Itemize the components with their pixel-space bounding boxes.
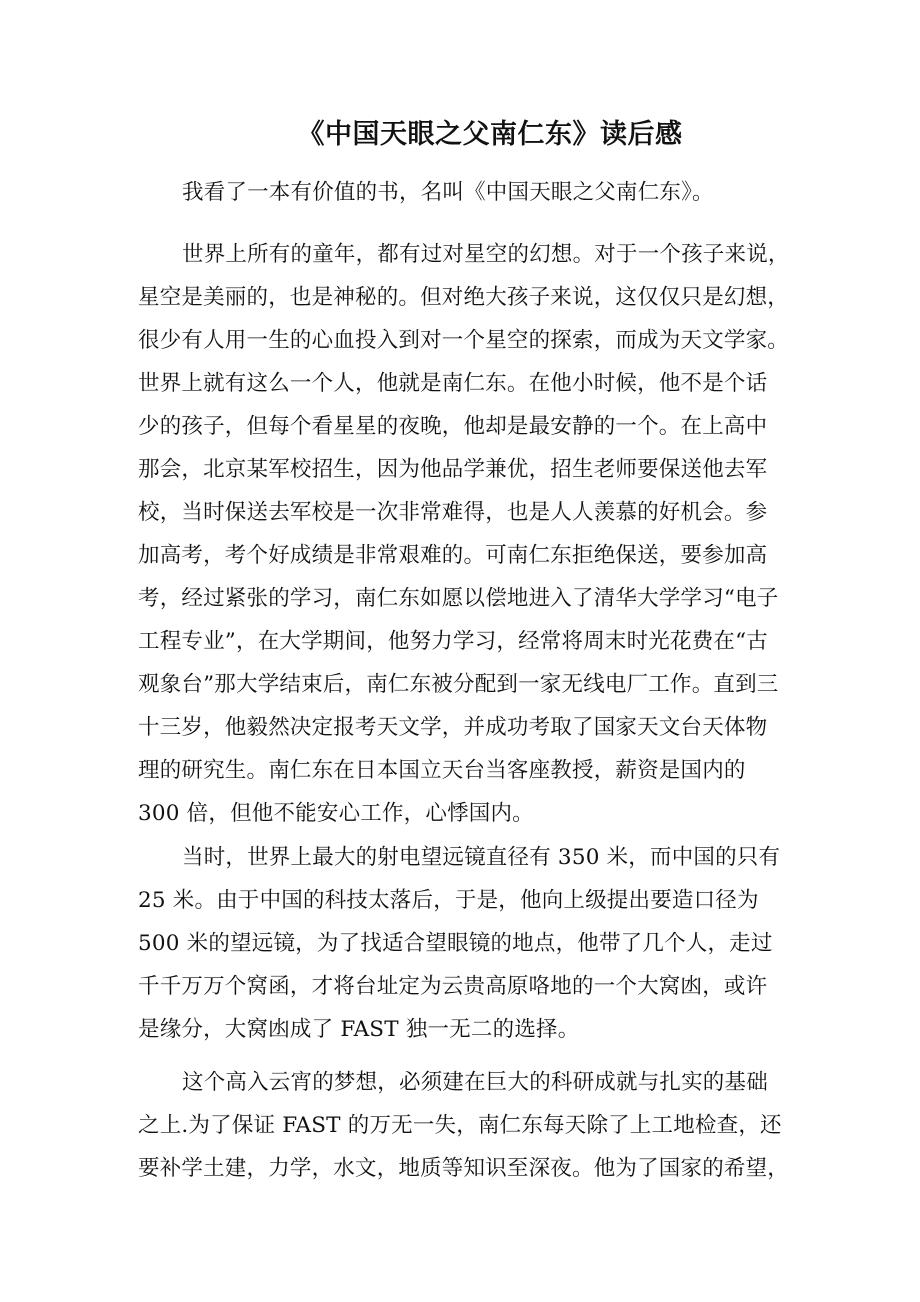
paragraph-line: 当时，世界上最大的射电望远镜直径有 350 米，而中国的只有	[182, 845, 781, 870]
paragraph-line: 25 米。由于中国的科技太落后，于是，他向上级提出要造口径为	[138, 888, 759, 913]
paragraph-line: 校，当时保送去军校是一次非常难得，也是人人羡慕的好机会。参	[138, 500, 768, 525]
paragraph-line: 世界上就有这么一个人，他就是南仁东。在他小时候，他不是个话	[138, 371, 768, 396]
paragraph-line: 那会，北京某军校招生，因为他品学兼优，招生老师要保送他去军	[138, 457, 768, 482]
paragraph-line: 考，经过紧张的学习，南仁东如愿以偿地进入了清华大学学习“电子	[138, 586, 779, 611]
paragraph-line: 500 米的望远镜，为了找适合望眼镜的地点，他带了几个人，走过	[138, 931, 773, 956]
paragraph-line: 要补学土建，力学，水文，地质等知识至深夜。他为了国家的希望，	[138, 1156, 790, 1181]
paragraph-line: 加高考，考个好成绩是非常艰难的。可南仁东拒绝保送，要参加高	[138, 543, 768, 568]
paragraph-line: 星空是美丽的，也是神秘的。但对绝大孩子来说，这仅仅只是幻想，	[138, 285, 790, 310]
paragraph-line: 我看了一本有价值的书，名叫《中国天眼之父南仁东》。	[182, 180, 714, 205]
paragraph-line: 理的研究生。南仁东在日本国立天台当客座教授，薪资是国内的	[138, 758, 746, 783]
paragraph-line: 这个高入云宵的梦想，必须建在巨大的科研成就与扎实的基础	[182, 1070, 768, 1095]
paragraph-line: 工程专业”，在大学期间，他努力学习，经常将周末时光花费在“古	[138, 629, 768, 654]
paragraph-line: 观象台”那大学结束后，南仁东被分配到一家无线电厂工作。直到三	[138, 672, 779, 697]
paragraph-line: 之上.为了保证 FAST 的万无一失，南仁东每天除了上工地检查，还	[138, 1113, 782, 1138]
paragraph-line: 300 倍，但他不能安心工作，心悸国内。	[138, 801, 534, 826]
paragraph-line: 十三岁，他毅然决定报考天文学，并成功考取了国家天文台天体物	[138, 715, 768, 740]
paragraph-line: 世界上所有的童年，都有过对星空的幻想。对于一个孩子来说，	[182, 242, 790, 267]
document-title: 《中国天眼之父南仁东》读后感	[297, 119, 683, 150]
paragraph-line: 很少有人用一生的心血投入到对一个星空的探索，而成为天文学家。	[138, 328, 790, 353]
paragraph-line: 是缘分，大窝凼成了 FAST 独一无二的选择。	[138, 1017, 580, 1042]
paragraph-line: 千千万万个窝函，才将台址定为云贵高原咯地的一个大窝凼，或许	[138, 974, 768, 999]
paragraph-line: 少的孩子，但每个看星星的夜晚，他却是最安静的一个。在上高中	[138, 414, 768, 439]
